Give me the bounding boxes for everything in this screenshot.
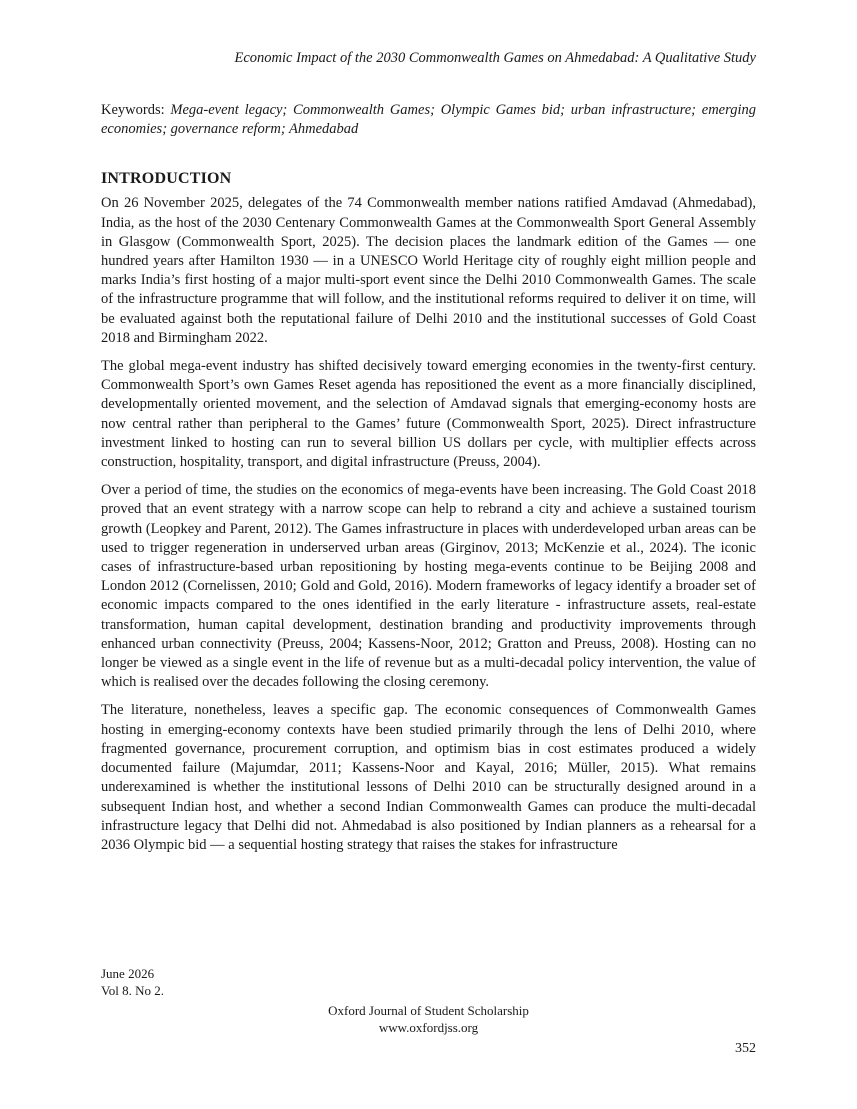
journal-website: www.oxfordjss.org: [378, 1020, 479, 1035]
paragraph: Over a period of time, the studies on the economics of mega-events have been increasing. The Gold Coast 2018 proved that an event strategy with a narrow scope can help to rebrand a city and achieve a sustained tourism growth (Leopkey and Parent, 2012). The Games infrastructure in places with underdeveloped urban areas can be used to trigger regeneration in underserved urban areas (Girginov, 2013; McKenzie et al., 2024). The iconic cases of infrastructure-based urban repositioning by hosting mega-events continue to be Beijing 2008 and London 2012 (Cornelissen, 2010; Gold and Gold, 2016). Modern frameworks of legacy identify a broader set of economic impacts compared to the ones identified in the early literature - infrastructure assets, real-estate transformation, human capital development, destination branding and productivity improvements through enhanced urban connectivity (Preuss, 2004; Kassens-Noor, 2012; Gratton and Preuss, 2008). Hosting can no longer be viewed as a single event in the life of revenue but as a multi-decadal policy intervention, the value of which is realised over the decades following the closing ceremony.: [101, 482, 756, 691]
issue-info: [101, 965, 164, 999]
main-content: [101, 101, 756, 864]
issue-volume: Vol 8. No 2.: [101, 983, 164, 998]
running-head: Economic Impact of the 2030 Commonwealth Games on Ahmedabad: A Qualitative Study: [234, 50, 756, 66]
journal-info: [0, 1002, 857, 1036]
paragraph: On 26 November 2025, delegates of the 74 Commonwealth member nations ratified Amdavad (Ahmedabad), India, as the host of the 2030 Centenary Commonwealth Games at the Commonwealth Sport General Assembly in Glasgow (Commonwealth Sport, 2025). The decision places the landmark edition of the Games — one hundred years after Hamilton 1930 — in a UNESCO World Heritage city of roughly eight million people and marks India’s first hosting of a major multi-sport event since the Delhi 2010 Commonwealth Games. The scale of the infrastructure programme that will follow, and the institutional reforms required to deliver it on time, will be evaluated against both the reputational failure of Delhi 2010 and the institutional successes of Gold Coast 2018 and Birmingham 2022.: [101, 195, 756, 346]
page-number: 352: [735, 1041, 756, 1056]
keywords-text: Mega-event legacy; Commonwealth Games; Olympic Games bid; urban infrastructure; emerging economies; governance reform; Ahmedabad: [101, 102, 756, 138]
issue-date: June 2026: [101, 966, 155, 981]
paragraph: The literature, nonetheless, leaves a specific gap. The economic consequences of Commonwealth Games hosting in emerging-economy contexts have been studied primarily through the lens of Delhi 2010, where fragmented governance, procurement corruption, and optimism bias in cost estimates produced a widely documented failure (Majumdar, 2011; Kassens-Noor and Kayal, 2016; Müller, 2015). What remains underexamined is whether the institutional lessons of Delhi 2010 can be structurally designed around in a subsequent Indian host, and whether a second Indian Commonwealth Games can produce the multi-decadal infrastructure legacy that Delhi did not. Ahmedabad is also positioned by Indian planners as a rehearsal for a 2036 Olympic bid — a sequential hosting strategy that raises the stakes for infrastructure: [101, 702, 756, 853]
keywords-label: Keywords:: [101, 102, 171, 118]
paragraph: The global mega-event industry has shifted decisively toward emerging economies in the twenty-first century. Commonwealth Sport’s own Games Reset agenda has repositioned the event as a more financially disciplined, developmentally oriented movement, and the selection of Amdavad signals that emerging-economy hosts are now central rather than peripheral to the Games’ future (Commonwealth Sport, 2025). Direct infrastructure investment linked to hosting can run to several billion US dollars per cycle, with multiplier effects across construction, hospitality, transport, and digital infrastructure (Preuss, 2004).: [101, 358, 756, 471]
section-heading: INTRODUCTION: [101, 170, 232, 188]
keywords: [101, 101, 756, 139]
journal-name: Oxford Journal of Student Scholarship: [328, 1003, 529, 1018]
